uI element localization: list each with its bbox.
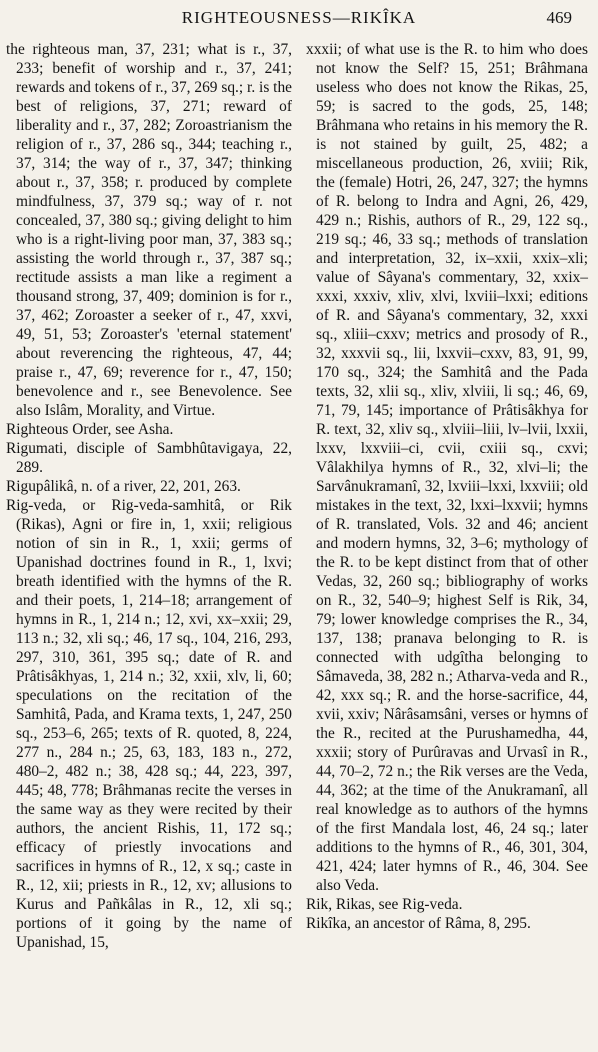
index-entry: Rikîka, an ancestor of Râma, 8, 295. (306, 915, 531, 932)
page-title: RIGHTEOUSNESS—RIKÎKA (181, 8, 417, 27)
page-number: 469 (546, 8, 572, 27)
index-entry: Rigumati, disciple of Sambhûtavigaya, 22, 289. (6, 440, 292, 476)
running-header (6, 6, 592, 36)
index-entry: Rigupâlikâ, n. of a river, 22, 201, 263. (6, 478, 241, 495)
index-entry: xxxii; of what use is the R. to him who does not know the Self? 15, 251; Brâhmana useless who does not know the Rikas, 25, 59; is sacred to the gods, 25, 148; Brâhmana who retains in his memory the R. is not stained by guilt, 25, 482; a miscellaneous production, 26, xviii; Rik, the (female) Hotri, 26, 247, 327; the hymns of R. belong to Indra and Agni, 26, 429, 429 n.; Rishis, authors of R., 29, 122 sq., 219 sq.; 46, 33 sq.; methods of translation and interpretation, 32, ix–xxii, xxix–xli; value of Sâyana's commentary, 32, xxix–xxxi, xxxiv, xliv, xlvi, lxviii–lxxi; editions of R. and Sâyana's commentary, 32, xxxi sq., xliii–cxxv; metrics and prosody of R., 32, xxxvii sq., lii, lxxvii–cxxv, 83, 91, 99, 170 sq., 324; the Samhitâ and the Pada texts, 32, xlii sq., xliv, xlviii, li sq.; 46, 69, 71, 79, 145; importance of Prâtisâkhya for R. text, 32, xliv sq., xlviii–liii, lv–lvii, lxxii, lxxv, lxxviii–ci, cvii, cxiii sq., cxvi; Vâlakhilya hymns of R., 32, xlvi–li; the Sarvânukramanî, 32, lxviii–lxxi, lxxviii; old mistakes in the text, 32, lxxi–lxxvii; hymns of R. translated, Vols. 32 and 46; ancient and modern hymns, 32, 3–6; mythology of the R. to be kept distinct from that of other Vedas, 32, 260 sq.; bibliography of works on R., 32, 540–9; highest Self is Rik, 34, 79; lower knowledge comprises the R., 34, 137, 138; pranava belonging to R. is connected with udgîtha belonging to Sâmaveda, 38, 282 n.; Atharva-veda and R., 42, xxx sq.; R. and the horse-sacrifice, 44, xvii, xxiv; Nârâsamsâni, verses or hymns of the R., recited at the Purushamedha, 44, xxxii; story of Purûravas and Urvasî in R., 44, 70–2, 72 n.; the Rik verses are the Veda, 44, 362; at the time of the Anukramanî, all real knowledge as to authors of the hymns of the first Mandala lost, 46, 24 sq.; later additions to the hymns of R., 46, 301, 304, 421, 424; later hymns of R., 46, 304. See also Veda. (306, 41, 588, 894)
index-entry: Rig-veda, or Rig-veda-samhitâ, or Rik (Rikas), Agni or fire in, 1, xxii; religious notion of sin in R., 1, xxii; germs of Upanishad doctrines found in R., 1, lxvi; breath identified with the hymns of the R. and their poets, 1, 214–18; arrangement of hymns in R., 1, 214 n.; 12, xvi, xx–xxii; 29, 113 n.; 32, xli sq.; 46, 17 sq., 104, 216, 293, 297, 310, 361, 395 sq.; date of R. and Prâtisâkhyas, 1, 214 n.; 32, xxii, xlv, li, 60; speculations on the recitation of the Samhitâ, Pada, and Krama texts, 1, 247, 250 sq., 253–6, 265; texts of R. quoted, 8, 224, 277 n., 284 n.; 25, 63, 183, 183 n., 272, 480–2, 482 n.; 38, 428 sq.; 44, 223, 397, 445; 48, 778; Brâhmanas recite the verses in the same way as they were recited by their authors, the ancient Rishis, 11, 172 sq.; efficacy of priestly invocations and sacrifices in hymns of R., 12, x sq.; caste in R., 12, xii; priests in R., 12, xv; allusions to Kurus and Pañkâlas in R., 12, xli sq.; portions of it going by the name of Upanishad, 15, (6, 497, 292, 951)
right-column (306, 40, 588, 933)
index-entry: Rik, Rikas, see Rig-veda. (306, 896, 463, 913)
left-column (6, 40, 292, 952)
index-entry: Righteous Order, see Asha. (6, 421, 174, 438)
index-entry: the righteous man, 37, 231; what is r., 37, 233; benefit of worship and r., 37, 241; rewards and tokens of r., 37, 269 sq.; r. is the best of religions, 37, 271; reward of liberality and r., 37, 282; Zoroastrianism the religion of r., 37, 286 sq., 344; teaching r., 37, 314; the way of r., 37, 347; thinking about r., 37, 358; r. produced by complete mindfulness, 37, 379 sq.; way of r. not concealed, 37, 380 sq.; giving delight to him who is a right-living poor man, 37, 383 sq.; assisting the world through r., 37, 387 sq.; rectitude assists a man like a regiment a thousand strong, 37, 409; dominion is for r., 37, 462; Zoroaster a seeker of r., 47, xxvi, 49, 51, 53; Zoroaster's 'eternal statement' about reverencing the righteous, 47, 44; praise r., 47, 69; reverence for r., 47, 150; benevolence and r., see Benevolence. See also Islâm, Morality, and Virtue. (6, 41, 292, 419)
